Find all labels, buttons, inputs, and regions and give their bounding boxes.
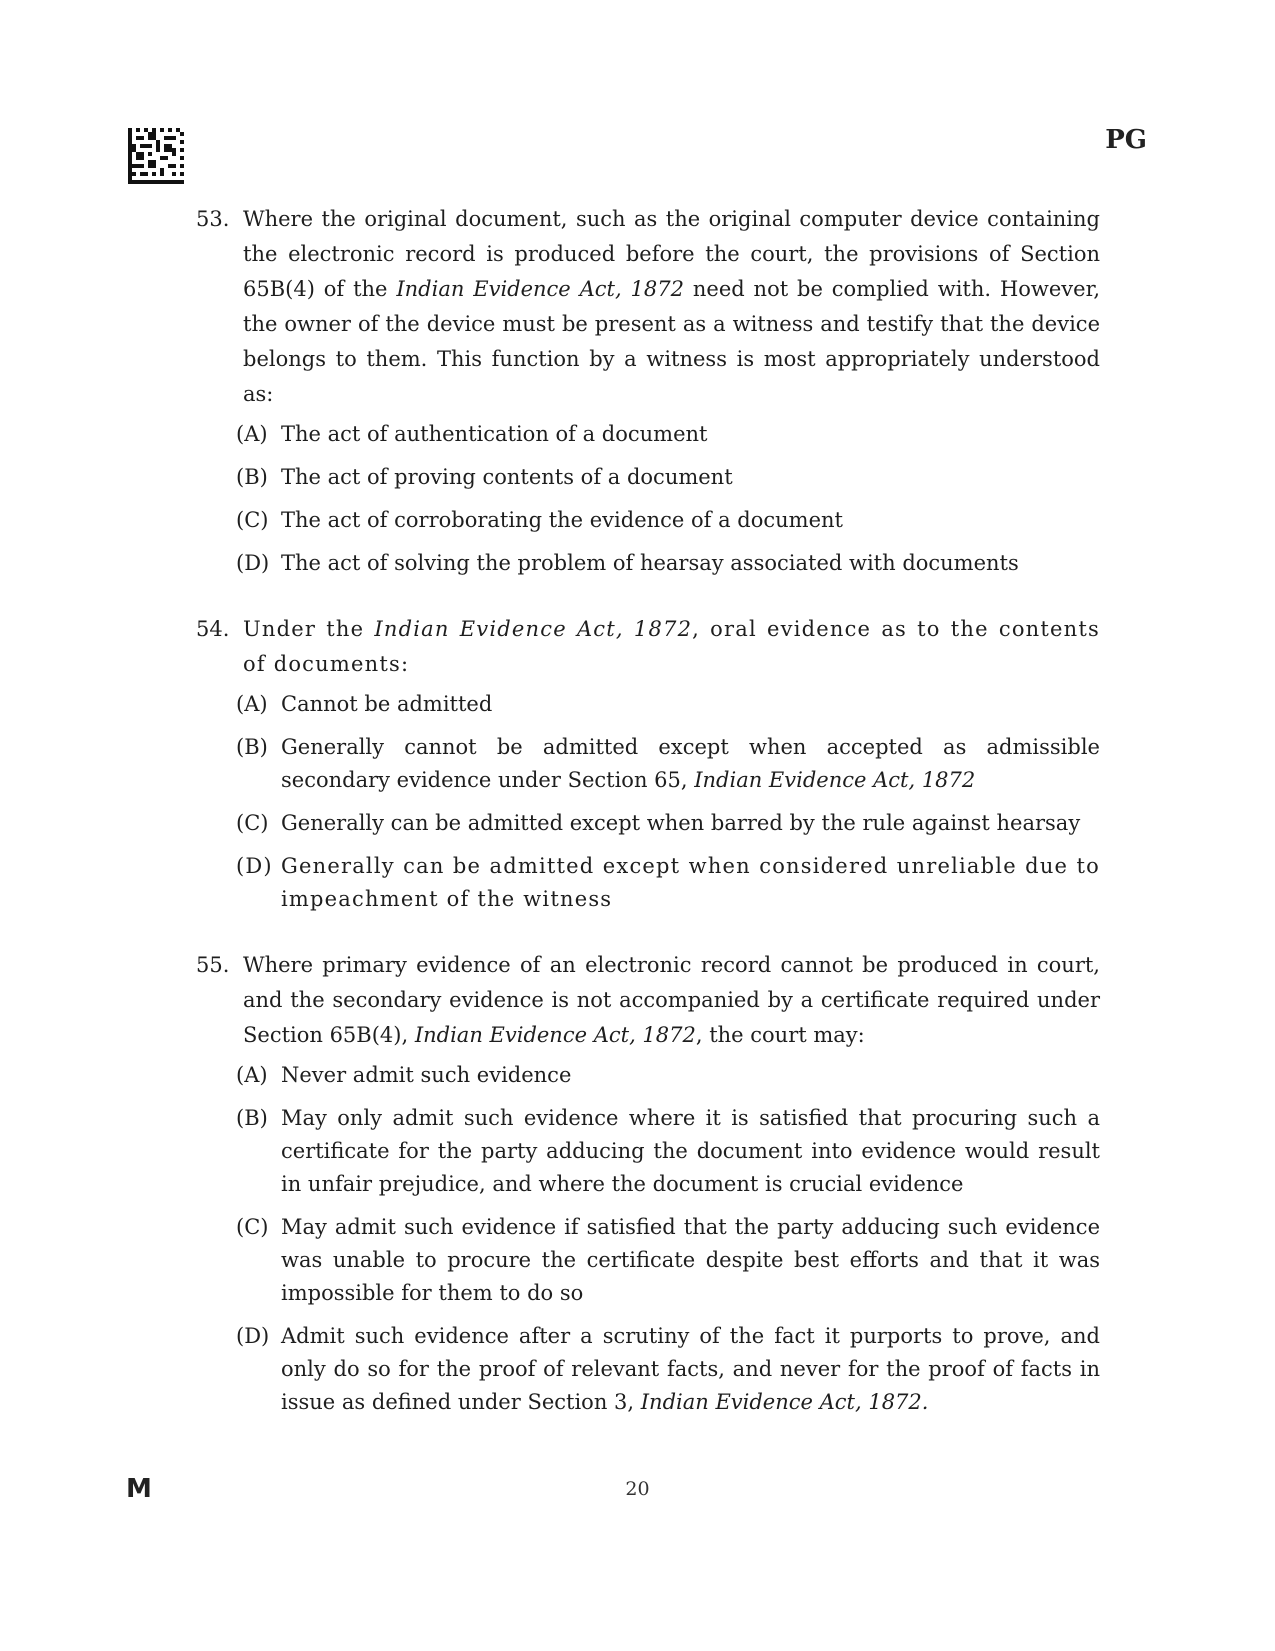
option-list: [236, 1059, 1100, 1419]
option-label: (A): [236, 422, 268, 446]
booklet-letter: M: [126, 1474, 152, 1504]
option-text: The act of proving contents of a document: [281, 465, 733, 489]
question-55: [196, 948, 1100, 1419]
question-stem: Where primary evidence of an electronic record cannot be produced in court, and the secondary evidence is not accompanied by a certificate required under Section 65B(4), Indian Evidence Act, 1872, the court may:: [243, 953, 1100, 1047]
option-text: Generally can be admitted except when barred by the rule against hearsay: [281, 811, 1081, 835]
option-text: Never admit such evidence: [281, 1063, 572, 1087]
option-label: (D): [236, 1324, 270, 1348]
option-list: [236, 688, 1100, 916]
question-stem: Under the Indian Evidence Act, 1872, oral evidence as to the contents of documents:: [243, 617, 1100, 676]
option-label: (A): [236, 1063, 268, 1087]
option-label: (B): [236, 1106, 268, 1130]
option-label: (D): [236, 551, 270, 575]
option-italic-text: Indian Evidence Act, 1872: [694, 768, 976, 792]
question-number: 55.: [196, 953, 230, 977]
series-code: PG: [1105, 125, 1147, 155]
question-number: 54.: [196, 617, 230, 641]
option-a: [236, 688, 1100, 721]
option-label: (A): [236, 692, 268, 716]
question-53: [196, 202, 1100, 580]
option-label: (D): [236, 854, 273, 878]
option-text: May admit such evidence if satisfied that the party adducing such evidence was unable to procure the certificate despite best efforts and that it was impossible for them to do so: [281, 1215, 1100, 1305]
option-b: [236, 1102, 1100, 1201]
question-number: 53.: [196, 207, 230, 231]
datamatrix-code-icon: [128, 128, 184, 184]
option-c: [236, 1211, 1100, 1310]
question-stem: Where the original document, such as the original computer device containing the electronic record is produced before the court, the provisions of Section 65B(4) of the Indian Evidence Act, 1872 need not be complied with. However, the owner of the device must be present as a witness and testify that the device belongs to them. This function by a witness is most appropriately understood as:: [243, 207, 1100, 406]
option-a: [236, 418, 1100, 451]
option-b: [236, 731, 1100, 797]
option-text: Generally can be admitted except when considered unreliable due to impeachment of the witness: [281, 854, 1100, 911]
option-label: (C): [236, 1215, 269, 1239]
option-b: [236, 461, 1100, 494]
option-text: Admit such evidence after a scrutiny of the fact it purports to prove, and only do so for the proof of relevant facts, and never for the proof of facts in issue as defined under Section 3,: [281, 1324, 1100, 1414]
option-label: (C): [236, 811, 269, 835]
question-list: [196, 202, 1100, 1451]
option-d: [236, 547, 1100, 580]
option-d: [236, 850, 1100, 916]
option-c: [236, 807, 1100, 840]
page-number: 20: [625, 1478, 650, 1500]
option-text: May only admit such evidence where it is satisfied that procuring such a certificate for the party adducing the document into evidence would result in unfair prejudice, and where the document is crucial evidence: [281, 1106, 1100, 1196]
question-54: [196, 612, 1100, 916]
option-text: Generally cannot be admitted except when accepted as admissible secondary evidence under Section 65,: [281, 735, 1100, 792]
option-a: [236, 1059, 1100, 1092]
option-d: [236, 1320, 1100, 1419]
option-italic-text: Indian Evidence Act, 1872.: [640, 1390, 929, 1414]
option-text: The act of solving the problem of hearsay associated with documents: [281, 551, 1019, 575]
option-list: [236, 418, 1100, 580]
option-text: The act of authentication of a document: [281, 422, 708, 446]
option-label: (C): [236, 508, 269, 532]
option-text: Cannot be admitted: [281, 692, 493, 716]
option-label: (B): [236, 465, 268, 489]
option-text: The act of corroborating the evidence of a document: [281, 508, 843, 532]
option-label: (B): [236, 735, 268, 759]
option-c: [236, 504, 1100, 537]
